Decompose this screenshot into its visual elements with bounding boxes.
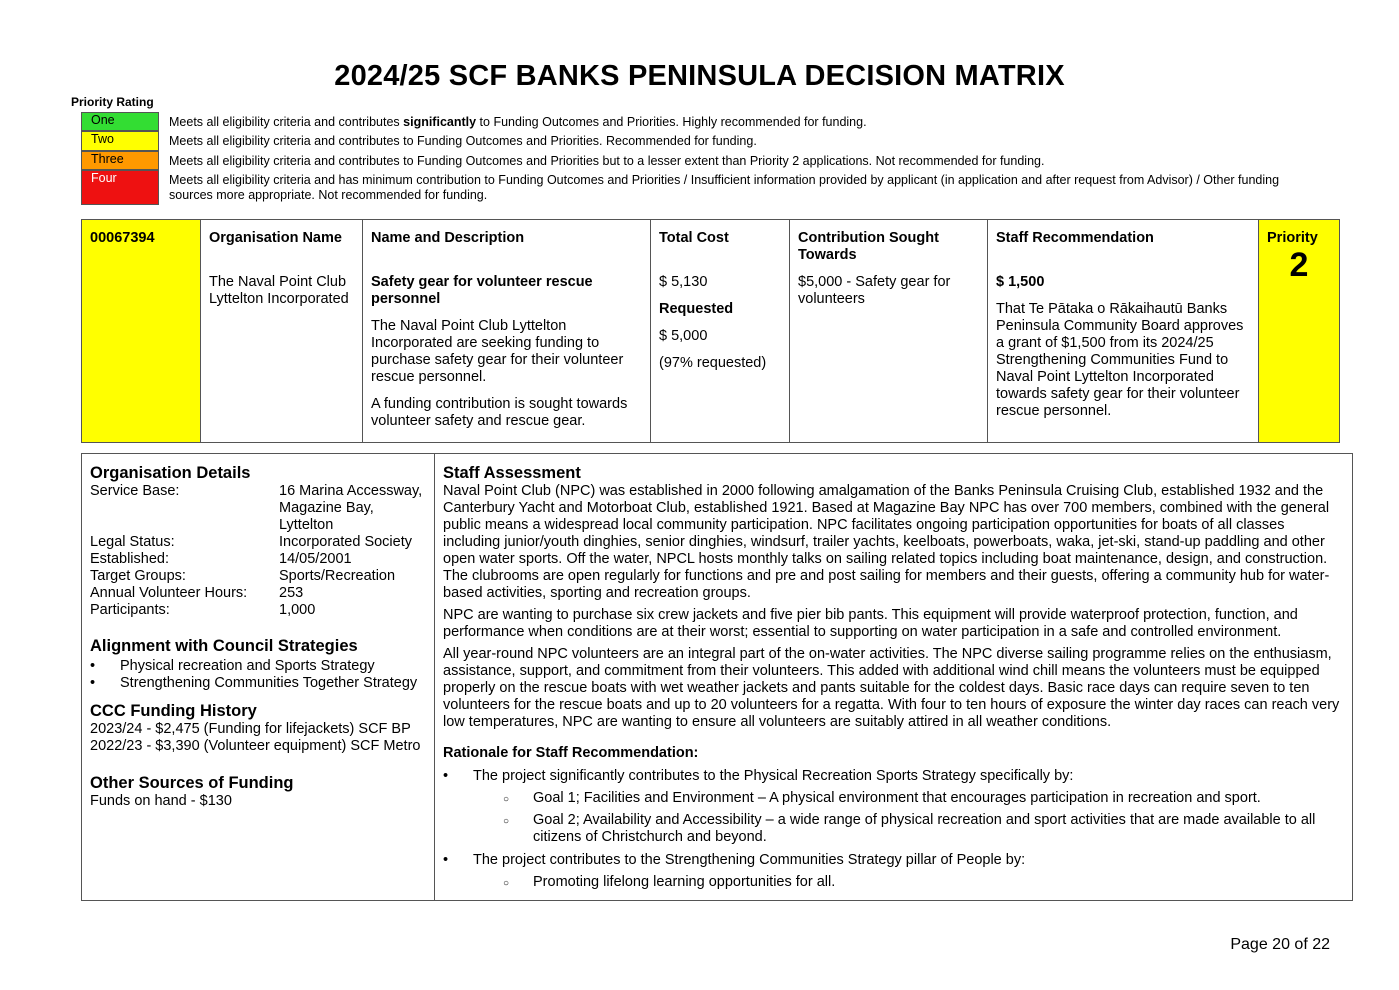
application-id: 00067394 bbox=[90, 230, 155, 246]
staff-recommendation-cell bbox=[988, 220, 1259, 443]
project-description: The Naval Point Club Lyttelton Incorporated are seeking funding to purchase safety gear for their volunteer rescue personnel. bbox=[371, 318, 624, 385]
alignment-list bbox=[90, 658, 426, 692]
requested-percentage: (97% requested) bbox=[659, 355, 767, 371]
name-description-cell bbox=[363, 220, 651, 443]
priority-header: Priority bbox=[1267, 230, 1318, 246]
priority-cell bbox=[1259, 220, 1340, 443]
staff-assessment-heading: Staff Assessment bbox=[443, 464, 581, 482]
organisation-details-column bbox=[82, 454, 435, 900]
list-item: • Strengthening Communities Together Strategy bbox=[120, 675, 426, 692]
staff-recommendation-header: Staff Recommendation bbox=[996, 230, 1154, 246]
recommendation-text: That Te Pātaka o Rākaihautū Banks Peninsula Community Board approves a grant of $1,500 from its 2024/25 Strengthening Communities Fund to Naval Point Lyttelton Incorporated towards safety gear for their volunteer rescue personnel. bbox=[996, 301, 1244, 419]
detail-row: Service Base: 16 Marina Accessway, Magazine Bay, Lyttelton bbox=[90, 483, 423, 533]
priority-four-box: Four bbox=[81, 170, 159, 205]
priority-three-desc: Meets all eligibility criteria and contributes to Funding Outcomes and Priorities but to a lesser extent than Priority 2 applications. Not recommended for funding. bbox=[169, 154, 1045, 168]
details-assessment-panel bbox=[81, 453, 1353, 901]
other-funding-heading: Other Sources of Funding bbox=[90, 774, 294, 792]
application-id-cell bbox=[82, 220, 201, 443]
detail-row: Legal Status: Incorporated Society bbox=[90, 534, 412, 550]
alignment-heading: Alignment with Council Strategies bbox=[90, 637, 358, 655]
requested-amount: $ 5,000 bbox=[659, 328, 708, 344]
total-cost-cell bbox=[651, 220, 790, 443]
requested-label: Requested bbox=[659, 301, 734, 317]
funding-history-line: 2023/24 - $2,475 (Funding for lifejackets) SCF BP bbox=[90, 721, 411, 737]
total-cost-header: Total Cost bbox=[659, 230, 729, 246]
page-number: Page 20 of 22 bbox=[1230, 936, 1330, 953]
other-funding-text: Funds on hand - $130 bbox=[90, 793, 232, 809]
assessment-paragraph: All year-round NPC volunteers are an integral part of the on-water activities. The NPC diverse sailing programme relies on the enthusiasm, assistance, support, and commitment from their volunteers. This added with additional wind chill means the volunteers must be equipped properly on the rescue boats with wet weather jackets and pants suitable for the coldest days. Basic race days can require seven to ten volunteers for the rescue boats and up to 20 volunteers for a regatta. With four to ten hours of exposure the winter day races can reach very low temperatures, NPC are wanting to ensure all volunteers are suitably attired in all weather conditions. bbox=[443, 646, 1340, 730]
priority-four-desc: Meets all eligibility criteria and has minimum contribution to Funding Outcomes and Priorities / Insufficient information provided by applicant (in application and after request from Advisor) / Other funding sources more appropriate. Not recommended for funding. bbox=[169, 173, 1280, 202]
contribution-value: $5,000 - Safety gear for volunteers bbox=[798, 274, 951, 307]
name-description-header: Name and Description bbox=[371, 230, 525, 246]
staff-assessment-column bbox=[435, 454, 1352, 900]
detail-row: Participants: 1,000 bbox=[90, 602, 316, 618]
rationale-heading: Rationale for Staff Recommendation: bbox=[443, 745, 699, 761]
project-description-2: A funding contribution is sought towards volunteer safety and rescue gear. bbox=[371, 396, 628, 429]
detail-row: Target Groups: Sports/Recreation bbox=[90, 568, 396, 584]
priority-three-box: Three bbox=[81, 151, 159, 170]
contribution-cell bbox=[790, 220, 988, 443]
decision-matrix-table bbox=[81, 219, 1340, 443]
priority-two-box: Two bbox=[81, 131, 159, 151]
assessment-paragraph: Naval Point Club (NPC) was established in 2000 following amalgamation of the Banks Peninsula Cruising Club, established 1932 and the Canterbury Yacht and Motorboat Club, established 1921. Based at Magazine Bay NPC has over 700 members, combined with the general public means a widespread local community participation. NPC facilitates ongoing participation opportunities for boats of all classes including junior/youth dinghies, senior dinghies, windsurf, trailer yachts, keelboats, powerboats, waka, jet-ski, stand-up paddling and other open water sports. Off the water, NPCL hosts monthly talks on sailing related topics including boat maintenance, design, and construction. The clubrooms are open regularly for functions and pre and post sailing for members and their guests, offering a community hub for water-based activities, sporting and recreation groups. bbox=[443, 483, 1330, 601]
recommendation-amount: $ 1,500 bbox=[996, 274, 1045, 290]
rationale-bullet: • The project contributes to the Strengthening Communities Strategy pillar of People by: bbox=[443, 852, 1344, 869]
organisation-name: The Naval Point Club Lyttelton Incorporated bbox=[209, 274, 349, 307]
rationale-subbullet: ○ Goal 1; Facilities and Environment – A physical environment that encourages participation in recreation and sport. bbox=[443, 790, 1344, 807]
contribution-header: Contribution Sought Towards bbox=[798, 230, 939, 263]
priority-one-desc: Meets all eligibility criteria and contributes significantly to Funding Outcomes and Priorities. Highly recommended for funding. bbox=[169, 115, 867, 129]
detail-row: Established: 14/05/2001 bbox=[90, 551, 352, 567]
rationale-bullet: • The project significantly contributes to the Physical Recreation Sports Strategy specifically by: bbox=[443, 768, 1344, 785]
rationale-subbullet: ○ Goal 2; Availability and Accessibility – a wide range of physical recreation and sport activities that are made available to all citizens of Christchurch and beyond. bbox=[443, 812, 1344, 846]
rationale-subbullet: ○ Promoting lifelong learning opportunities for all. bbox=[443, 874, 1344, 891]
list-item: • Physical recreation and Sports Strategy bbox=[120, 658, 426, 675]
priority-one-box: One bbox=[81, 112, 159, 131]
priority-two-desc: Meets all eligibility criteria and contributes to Funding Outcomes and Priorities. Recommended for funding. bbox=[169, 134, 757, 148]
funding-history-heading: CCC Funding History bbox=[90, 702, 257, 720]
project-title: Safety gear for volunteer rescue personnel bbox=[371, 274, 593, 307]
funding-history-line: 2022/23 - $3,390 (Volunteer equipment) SCF Metro bbox=[90, 738, 421, 754]
page-title: 2024/25 SCF BANKS PENINSULA DECISION MATRIX bbox=[334, 60, 1065, 92]
priority-rating-heading: Priority Rating bbox=[71, 95, 154, 109]
organisation-header: Organisation Name bbox=[209, 230, 342, 246]
detail-row: Annual Volunteer Hours: 253 bbox=[90, 585, 304, 601]
organisation-details-heading: Organisation Details bbox=[90, 464, 251, 482]
organisation-cell bbox=[201, 220, 363, 443]
assessment-paragraph: NPC are wanting to purchase six crew jackets and five pier bib pants. This equipment will provide waterproof protection, function, and performance when conditions are at their worst; essential to supporting on water participation in a safe and controlled environment. bbox=[443, 607, 1298, 640]
priority-value: 2 bbox=[1289, 246, 1309, 284]
total-cost-value: $ 5,130 bbox=[659, 274, 708, 290]
